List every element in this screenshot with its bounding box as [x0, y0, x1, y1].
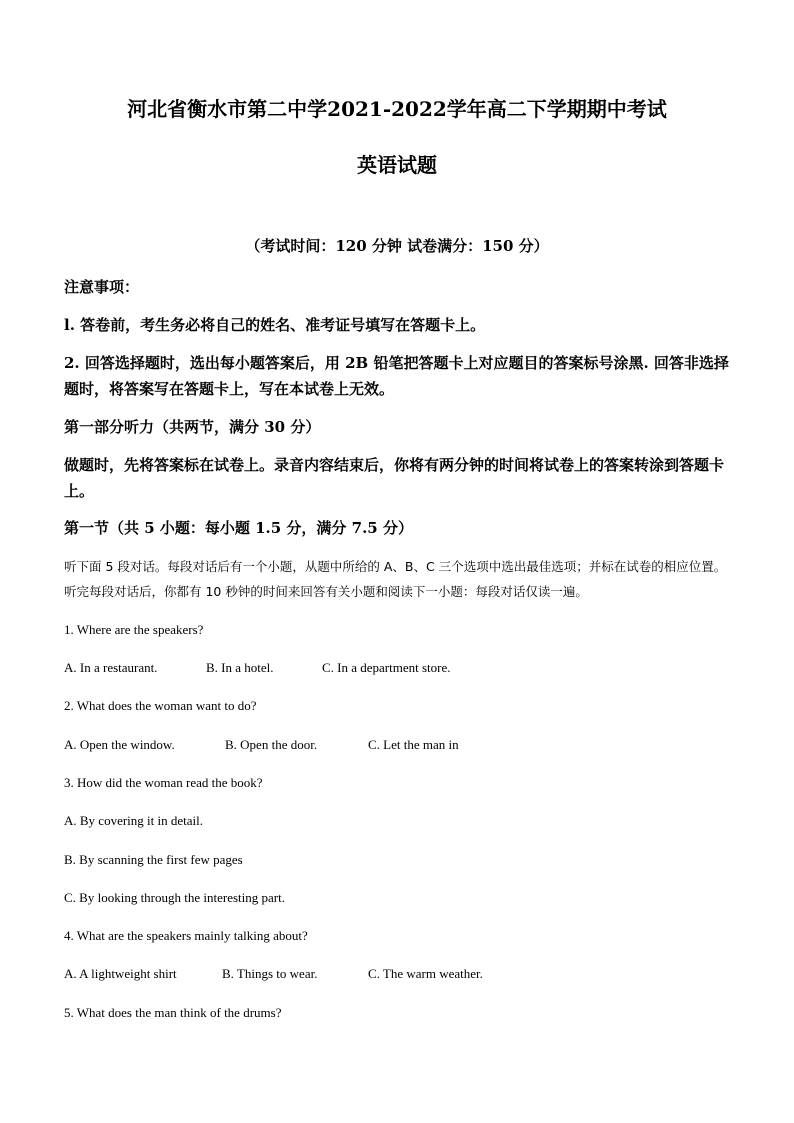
part1-heading: 第一部分听力（共两节，满分 30 分） — [64, 418, 321, 436]
exam-info: （考试时间：120 分钟 试卷满分：150 分） — [245, 237, 549, 255]
question-3-option-c: C. By looking through the interesting part. — [64, 890, 285, 905]
question-4-stem: 4. What are the speakers mainly talking about? — [64, 928, 308, 943]
question-1-option-a: A. In a restaurant. — [64, 660, 158, 675]
question-4-option-a: A. A lightweight shirt — [64, 966, 177, 981]
exam-title: 河北省衡水市第二中学2021-2022学年高二下学期期中考试 — [127, 97, 667, 121]
question-2-option-b: B. Open the door. — [225, 737, 318, 752]
section1-heading: 第一节（共 5 小题：每小题 1.5 分，满分 7.5 分） — [64, 519, 413, 537]
question-1-option-b: B. In a hotel. — [206, 660, 274, 675]
notes-heading: 注意事项： — [64, 278, 140, 296]
note-item-2: 2. 回答选择题时，选出每小题答案后，用 2B 铅笔把答题卡上对应题目的答案标号涂黑. 回答非选择题时，将答案写在答题卡上，写在本试卷上无效。 — [64, 354, 729, 398]
question-4-option-b: B. Things to wear. — [222, 966, 318, 981]
question-2-option-c: C. Let the man in — [368, 737, 459, 752]
note-item-1: l. 答卷前，考生务必将自己的姓名、准考证号填写在答题卡上。 — [64, 316, 486, 334]
part1-instruction: 做题时，先将答案标在试卷上。录音内容结束后，你将有两分钟的时间将试卷上的答案转涂到答题卡上。 — [64, 456, 725, 500]
question-3-option-b: B. By scanning the first few pages — [64, 852, 243, 867]
subject-title: 英语试题 — [357, 153, 437, 177]
question-1-option-c: C. In a department store. — [322, 660, 451, 675]
question-3-option-a: A. By covering it in detail. — [64, 813, 204, 828]
section1-instruction: 听下面 5 段对话。每段对话后有一个小题，从题中所给的 A、B、C 三个选项中选出最佳选项；并标在试卷的相应位置。听完每段对话后，你都有 10 秒钟的时间来回答有关小题和阅读下一小题：每段对话仅读一遍。 — [64, 559, 727, 599]
question-4-option-c: C. The warm weather. — [368, 966, 483, 981]
question-2-stem: 2. What does the woman want to do? — [64, 698, 257, 713]
question-1-stem: 1. Where are the speakers? — [64, 622, 204, 637]
question-5-stem: 5. What does the man think of the drums? — [64, 1005, 282, 1020]
question-3-stem: 3. How did the woman read the book? — [64, 775, 263, 790]
question-2-option-a: A. Open the window. — [64, 737, 175, 752]
